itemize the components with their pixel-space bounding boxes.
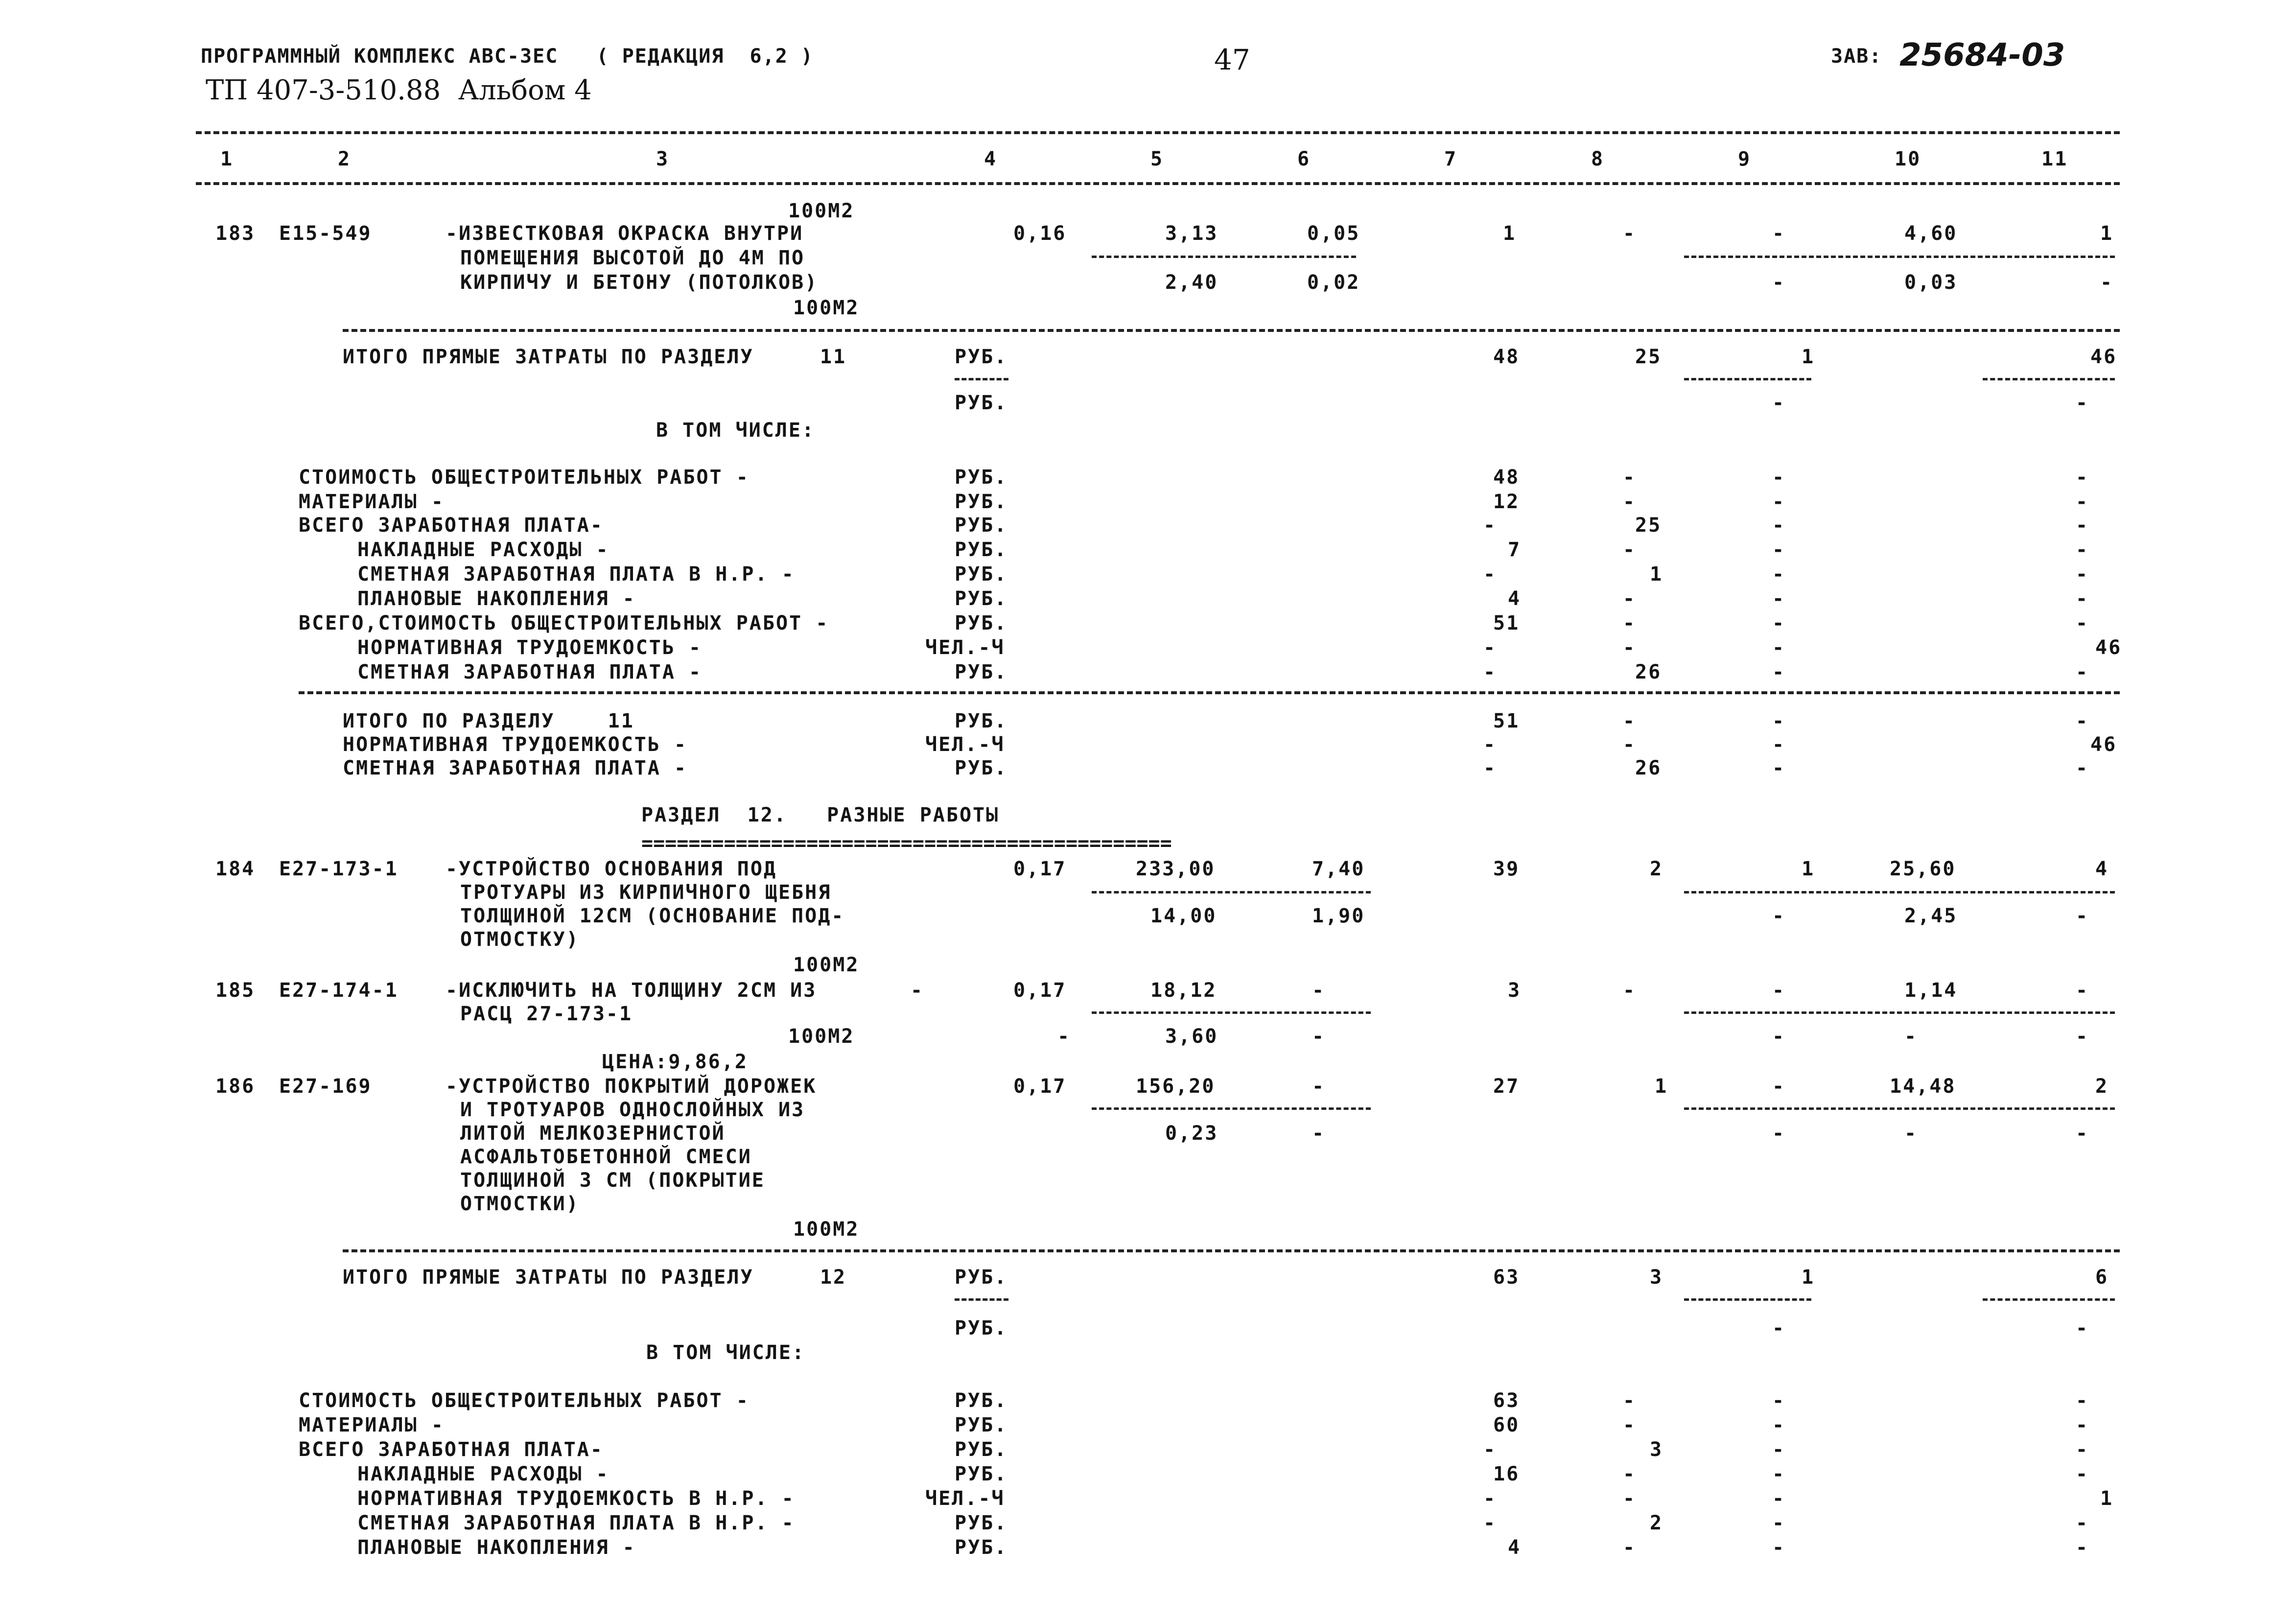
row-185-col3-dash: - [911, 979, 924, 1002]
row-186-description: ТОЛЩИНОЙ 3 СМ (ПОКРЫТИЕ [460, 1169, 765, 1192]
value-col11: - [2076, 612, 2089, 634]
row-186-col11b: - [2076, 1122, 2089, 1145]
section-12-title: РАЗДЕЛ 12. РАЗНЫЕ РАБОТЫ [641, 804, 1000, 826]
row-183-col11: 1 [2100, 222, 2114, 245]
including-heading: В ТОМ ЧИСЛЕ: [646, 1341, 805, 1364]
section-12-rule [343, 1249, 2120, 1252]
section-11-rule [299, 691, 2120, 694]
unit-rub: РУБ. [955, 346, 1008, 368]
value-col9: - [1772, 1389, 1786, 1412]
row-186-unit: 100M2 [793, 1218, 860, 1241]
value-col8: 3 [1650, 1438, 1663, 1461]
value-col11: - [2076, 1463, 2089, 1485]
value-col11: - [2076, 661, 2089, 683]
value-col11: - [2076, 466, 2089, 489]
column-header-6: 6 [1297, 148, 1311, 170]
column-header-11: 11 [2041, 148, 2068, 170]
unit-man-hours: ЧЕЛ.-Ч [925, 1487, 1005, 1510]
row-184-col10b: 2,45 [1904, 905, 1958, 927]
row-185-col4b: - [1057, 1025, 1071, 1048]
unit-rub: РУБ. [955, 392, 1008, 414]
value-col11: - [2076, 710, 2089, 732]
unit-man-hours: ЧЕЛ.-Ч [925, 733, 1005, 756]
unit-subrule [955, 378, 1008, 380]
row-184-col7: 39 [1493, 858, 1520, 880]
page-number: 47 [1214, 43, 1250, 76]
value-col9: - [1772, 491, 1786, 513]
row-184-description: ОТМОСТКУ) [460, 928, 580, 951]
unit-subrule [955, 1298, 1008, 1301]
row-183-col4: 0,16 [1013, 222, 1067, 245]
row-186-description: ЛИТОЙ МЕЛКОЗЕРНИСТОЙ [460, 1122, 726, 1145]
section-11-total-col11b: - [2076, 392, 2089, 414]
row-185-col11b: - [2076, 1025, 2089, 1048]
unit-rub: РУБ. [955, 539, 1008, 561]
section-11-itog-label: СМЕТНАЯ ЗАРАБОТНАЯ ПЛАТА - [343, 757, 688, 779]
value-col9: - [1772, 733, 1786, 756]
value-col8: - [1623, 1389, 1637, 1412]
unit-rub: РУБ. [955, 1414, 1008, 1436]
value-col11: - [2076, 539, 2089, 561]
unit-rub: РУБ. [955, 1536, 1008, 1559]
value-col7: - [1483, 757, 1497, 779]
value-col8: - [1623, 636, 1637, 659]
value-col11: - [2076, 1438, 2089, 1461]
value-col7: - [1483, 733, 1497, 756]
row-186-col11: 2 [2095, 1075, 2109, 1098]
value-col8: - [1623, 710, 1637, 732]
unit-rub: РУБ. [955, 466, 1008, 489]
row-186-col8: 1 [1655, 1075, 1668, 1098]
row-183-description: КИРПИЧУ И БЕТОНУ (ПОТОЛКОВ) [460, 271, 819, 294]
row-185-col9: - [1772, 979, 1786, 1002]
row-185-description: РАСЦ 27-173-1 [460, 1003, 633, 1025]
value-col9: - [1772, 563, 1786, 586]
row-183-number: 183 [215, 222, 256, 245]
row-183-col10: 4,60 [1904, 222, 1958, 245]
section-12-total-col11b: - [2076, 1317, 2089, 1339]
value-col9: - [1772, 661, 1786, 683]
unit-rub: РУБ. [955, 491, 1008, 513]
row-184-col11b: - [2076, 905, 2089, 927]
row-183-col5: 3,13 [1165, 222, 1218, 245]
value-col11: - [2076, 1536, 2089, 1559]
unit-rub: РУБ. [955, 1463, 1008, 1485]
value-col8: - [1623, 1414, 1637, 1436]
value-col8: - [1623, 733, 1637, 756]
value-col7: 12 [1493, 491, 1520, 513]
value-col7: - [1483, 563, 1497, 586]
section-11-itog-label: ИТОГО ПО РАЗДЕЛУ 11 [343, 710, 634, 732]
value-col7: - [1483, 636, 1497, 659]
inventory-number: 25684-03 [1899, 37, 2065, 73]
row-185-col5: 18,12 [1150, 979, 1217, 1002]
row-183-subrule [1092, 256, 1356, 258]
section-12-total-label: ИТОГО ПРЯМЫЕ ЗАТРАТЫ ПО РАЗДЕЛУ 12 [343, 1266, 847, 1289]
value-col7: 60 [1493, 1414, 1520, 1436]
value-col9: - [1772, 466, 1786, 489]
row-186-col5b: 0,23 [1165, 1122, 1218, 1145]
row-185-col10: 1,14 [1904, 979, 1958, 1002]
row-184-col9b: - [1772, 905, 1786, 927]
section-11-total-col7: 48 [1493, 346, 1520, 368]
row-184-description: ТРОТУАРЫ ИЗ КИРПИЧНОГО ЩЕБНЯ [460, 881, 832, 904]
unit-rub: РУБ. [955, 514, 1008, 537]
value-col8: 25 [1635, 514, 1662, 537]
value-col8: 26 [1635, 757, 1662, 779]
row-184-col11: 4 [2095, 858, 2109, 880]
section-11-total-col9b: - [1772, 392, 1786, 414]
row-186-number: 186 [215, 1075, 256, 1098]
value-col7: - [1483, 514, 1497, 537]
breakdown-label: СТОИМОСТЬ ОБЩЕСТРОИТЕЛЬНЫХ РАБОТ - [299, 466, 750, 489]
row-185-description: -ИСКЛЮЧИТЬ НА ТОЛЩИНУ 2СМ ИЗ [445, 979, 817, 1002]
column-header-3: 3 [656, 148, 670, 170]
value-col8: - [1623, 1536, 1637, 1559]
row-184-unit: 100M2 [793, 954, 860, 976]
row-186-col9: - [1772, 1075, 1786, 1098]
row-186-col10b: - [1904, 1122, 1918, 1145]
row-186-col7: 27 [1493, 1075, 1520, 1098]
value-col11: 46 [2090, 733, 2117, 756]
row-183-unit-top: 100M2 [788, 200, 855, 222]
value-col9: - [1772, 587, 1786, 610]
row-185-col11: - [2076, 979, 2089, 1002]
section-12-total-col11: 6 [2095, 1266, 2109, 1289]
value-col7: 4 [1508, 587, 1522, 610]
value-col9: - [1772, 612, 1786, 634]
total-subrule [1684, 378, 1811, 380]
breakdown-label: ВСЕГО ЗАРАБОТНАЯ ПЛАТА- [299, 1438, 604, 1461]
section-12-total-col7: 63 [1493, 1266, 1520, 1289]
section-12-total-col9: 1 [1802, 1266, 1815, 1289]
row-183-col6: 0,05 [1307, 222, 1360, 245]
row-183-description: ПОМЕЩЕНИЯ ВЫСОТОЙ ДО 4М ПО [460, 247, 805, 269]
row-183-col9: - [1772, 222, 1786, 245]
value-col11: - [2076, 1414, 2089, 1436]
column-header-2: 2 [338, 148, 351, 170]
value-col9: - [1772, 757, 1786, 779]
value-col8: 26 [1635, 661, 1662, 683]
row-184-col10: 25,60 [1890, 858, 1956, 880]
unit-rub: РУБ. [955, 661, 1008, 683]
row-186-subrule [1092, 1107, 1371, 1110]
value-col11: - [2076, 514, 2089, 537]
row-186-price-note: ЦЕНА:9,86,2 [602, 1051, 748, 1073]
row-186-col9b: - [1772, 1122, 1786, 1145]
column-header-rule [196, 182, 2120, 185]
column-header-9: 9 [1738, 148, 1752, 170]
value-col11: - [2076, 757, 2089, 779]
row-183-col8: - [1623, 222, 1637, 245]
value-col7: 48 [1493, 466, 1520, 489]
row-184-subrule [1684, 891, 2115, 893]
column-header-7: 7 [1444, 148, 1458, 170]
value-col9: - [1772, 1438, 1786, 1461]
value-col7: - [1483, 661, 1497, 683]
column-header-1: 1 [220, 148, 234, 170]
value-col11: - [2076, 563, 2089, 586]
breakdown-label: СТОИМОСТЬ ОБЩЕСТРОИТЕЛЬНЫХ РАБОТ - [299, 1389, 750, 1412]
row-185-unit: 100M2 [788, 1025, 855, 1048]
value-col8: - [1623, 612, 1637, 634]
row-185-col8: - [1623, 979, 1637, 1002]
section-11-total-col11: 46 [2090, 346, 2117, 368]
value-col8: 1 [1650, 563, 1663, 586]
row-184-col5b: 14,00 [1150, 905, 1217, 927]
row-183-col10b: 0,03 [1904, 271, 1958, 294]
breakdown-label: НОРМАТИВНАЯ ТРУДОЕМКОСТЬ - [357, 636, 703, 659]
row-184-col6: 7,40 [1312, 858, 1365, 880]
row-183-col9b: - [1772, 271, 1786, 294]
value-col7: 63 [1493, 1389, 1520, 1412]
unit-rub: РУБ. [955, 757, 1008, 779]
value-col9: - [1772, 514, 1786, 537]
value-col11: - [2076, 587, 2089, 610]
row-186-description: ОТМОСТКИ) [460, 1193, 580, 1215]
value-col7: - [1483, 1512, 1497, 1534]
row-185-code: Е27-174-1 [279, 979, 398, 1002]
value-col9: - [1772, 1536, 1786, 1559]
unit-rub: РУБ. [955, 612, 1008, 634]
breakdown-label: СМЕТНАЯ ЗАРАБОТНАЯ ПЛАТА - [357, 661, 703, 683]
breakdown-label: ВСЕГО,СТОИМОСТЬ ОБЩЕСТРОИТЕЛЬНЫХ РАБОТ - [299, 612, 829, 634]
column-header-8: 8 [1591, 148, 1605, 170]
value-col8: 2 [1650, 1512, 1663, 1534]
section-12-total-col8: 3 [1650, 1266, 1663, 1289]
unit-rub: РУБ. [955, 1389, 1008, 1412]
row-186-description: И ТРОТУАРОВ ОДНОСЛОЙНЫХ ИЗ [460, 1099, 805, 1121]
section-11-total-col9: 1 [1802, 346, 1815, 368]
value-col7: 4 [1508, 1536, 1522, 1559]
row-186-col5: 156,20 [1136, 1075, 1216, 1098]
row-185-col4: 0,17 [1013, 979, 1067, 1002]
row-183-subrule [1684, 256, 2115, 258]
row-183-col5b: 2,40 [1165, 271, 1218, 294]
value-col7: - [1483, 1438, 1497, 1461]
row-183-col6b: 0,02 [1307, 271, 1360, 294]
row-184-col4: 0,17 [1013, 858, 1067, 880]
row-183-col7: 1 [1503, 222, 1517, 245]
section-11-itog-label: НОРМАТИВНАЯ ТРУДОЕМКОСТЬ - [343, 733, 688, 756]
row-184-col8: 2 [1650, 858, 1663, 880]
value-col9: - [1772, 636, 1786, 659]
row-184-description: -УСТРОЙСТВО ОСНОВАНИЯ ПОД [445, 858, 777, 880]
value-col9: - [1772, 1512, 1786, 1534]
value-col11: - [2076, 491, 2089, 513]
row-185-col9b: - [1772, 1025, 1786, 1048]
project-title: ТП 407-3-510.88 Альбом 4 [206, 74, 592, 106]
value-col8: - [1623, 466, 1637, 489]
value-col7: 16 [1493, 1463, 1520, 1485]
row-184-description: ТОЛЩИНОЙ 12СМ (ОСНОВАНИЕ ПОД- [460, 905, 845, 927]
row-186-description: АСФАЛЬТОБЕТОННОЙ СМЕСИ [460, 1146, 752, 1168]
unit-rub: РУБ. [955, 563, 1008, 586]
row-186-col10: 14,48 [1890, 1075, 1956, 1098]
row-185-col7: 3 [1508, 979, 1522, 1002]
unit-rub: РУБ. [955, 1438, 1008, 1461]
value-col8: - [1623, 1487, 1637, 1510]
section-12-underline: ============================================= [641, 832, 1172, 855]
row-186-col6b: - [1312, 1122, 1326, 1145]
table-top-rule [196, 131, 2120, 134]
total-subrule [1684, 1298, 1811, 1301]
breakdown-label: МАТЕРИАЛЫ - [299, 491, 445, 513]
row-185-number: 185 [215, 979, 256, 1002]
row-183-unit: 100M2 [793, 297, 860, 319]
unit-rub: РУБ. [955, 1317, 1008, 1339]
value-col8: - [1623, 491, 1637, 513]
breakdown-label: ПЛАНОВЫЕ НАКОПЛЕНИЯ - [357, 587, 636, 610]
section-12-total-col9b: - [1772, 1317, 1786, 1339]
unit-man-hours: ЧЕЛ.-Ч [925, 636, 1005, 659]
row-185-col6: - [1312, 979, 1326, 1002]
row-183-description: -ИЗВЕСТКОВАЯ ОКРАСКА ВНУТРИ [445, 222, 804, 245]
unit-rub: РУБ. [955, 1266, 1008, 1289]
row-185-col10b: - [1904, 1025, 1918, 1048]
breakdown-label: ПЛАНОВЫЕ НАКОПЛЕНИЯ - [357, 1536, 636, 1559]
value-col11: - [2076, 1512, 2089, 1534]
breakdown-label: МАТЕРИАЛЫ - [299, 1414, 445, 1436]
row-186-col4: 0,17 [1013, 1075, 1067, 1098]
row-184-code: Е27-173-1 [279, 858, 398, 880]
row-184-number: 184 [215, 858, 256, 880]
row-184-col6b: 1,90 [1312, 905, 1365, 927]
row-185-subrule [1092, 1011, 1371, 1014]
row-183-col11b: - [2100, 271, 2114, 294]
inventory-label: ЗАВ: [1831, 45, 1882, 68]
value-col11: 1 [2100, 1487, 2114, 1510]
row-186-description: -УСТРОЙСТВО ПОКРЫТИЙ ДОРОЖЕК [445, 1075, 817, 1098]
value-col11: - [2076, 1389, 2089, 1412]
unit-rub: РУБ. [955, 710, 1008, 732]
value-col9: - [1772, 710, 1786, 732]
value-col7: - [1483, 1487, 1497, 1510]
value-col9: - [1772, 1463, 1786, 1485]
column-header-4: 4 [984, 148, 998, 170]
row-183-code: Е15-549 [279, 222, 372, 245]
row-185-subrule [1684, 1011, 2115, 1014]
value-col7: 51 [1493, 612, 1520, 634]
value-col7: 51 [1493, 710, 1520, 732]
breakdown-label: ВСЕГО ЗАРАБОТНАЯ ПЛАТА- [299, 514, 604, 537]
value-col7: 7 [1508, 539, 1522, 561]
breakdown-label: СМЕТНАЯ ЗАРАБОТНАЯ ПЛАТА В Н.Р. - [357, 563, 795, 586]
section-11-rule [343, 329, 2120, 332]
row-186-subrule [1684, 1107, 2115, 1110]
column-header-5: 5 [1150, 148, 1164, 170]
value-col8: - [1623, 539, 1637, 561]
row-184-col5: 233,00 [1136, 858, 1216, 880]
row-184-col9: 1 [1802, 858, 1815, 880]
value-col9: - [1772, 539, 1786, 561]
including-heading: В ТОМ ЧИСЛЕ: [656, 419, 815, 442]
value-col9: - [1772, 1487, 1786, 1510]
value-col8: - [1623, 1463, 1637, 1485]
column-header-10: 10 [1895, 148, 1921, 170]
unit-rub: РУБ. [955, 587, 1008, 610]
breakdown-label: СМЕТНАЯ ЗАРАБОТНАЯ ПЛАТА В Н.Р. - [357, 1512, 795, 1534]
section-11-total-col8: 25 [1635, 346, 1662, 368]
value-col11: 46 [2095, 636, 2122, 659]
value-col8: - [1623, 587, 1637, 610]
row-186-col6: - [1312, 1075, 1326, 1098]
breakdown-label: НАКЛАДНЫЕ РАСХОДЫ - [357, 539, 609, 561]
row-184-subrule [1092, 891, 1371, 893]
unit-rub: РУБ. [955, 1512, 1008, 1534]
breakdown-label: НОРМАТИВНАЯ ТРУДОЕМКОСТЬ В Н.Р. - [357, 1487, 795, 1510]
row-185-col6b: - [1312, 1025, 1326, 1048]
program-header: ПРОГРАММНЫЙ КОМПЛЕКС АВС-3ЕС ( РЕДАКЦИЯ 6,2 ) [201, 45, 814, 68]
row-186-code: Е27-169 [279, 1075, 372, 1098]
breakdown-label: НАКЛАДНЫЕ РАСХОДЫ - [357, 1463, 609, 1485]
value-col9: - [1772, 1414, 1786, 1436]
section-11-total-label: ИТОГО ПРЯМЫЕ ЗАТРАТЫ ПО РАЗДЕЛУ 11 [343, 346, 847, 368]
row-185-col5b: 3,60 [1165, 1025, 1218, 1048]
total-subrule [1983, 378, 2115, 380]
total-subrule [1983, 1298, 2115, 1301]
